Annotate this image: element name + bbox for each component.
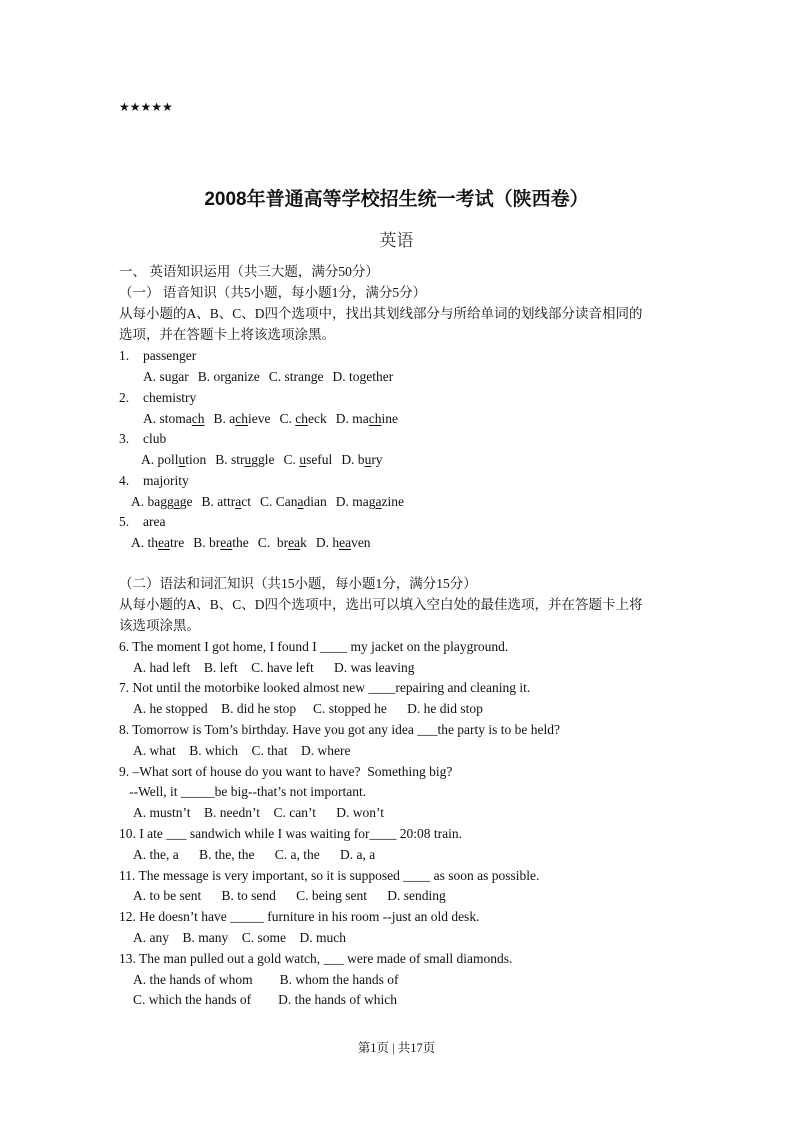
question-number: 5. — [119, 514, 130, 529]
option-text: C. — [283, 452, 300, 467]
options-row — [143, 410, 407, 428]
option-text: tre — [169, 535, 185, 550]
option — [336, 410, 398, 428]
options-row: A. the hands of whom B. whom the hands of — [133, 972, 399, 987]
option — [280, 410, 327, 428]
option-text: ggle — [251, 452, 275, 467]
option — [214, 410, 271, 428]
question-stem: 11. The message is very important, so it is supposed ____ as soon as possible. — [119, 868, 540, 883]
option — [131, 493, 193, 511]
option-text: A. stoma — [143, 411, 192, 426]
underlined-letters: u — [364, 452, 372, 467]
options-row — [141, 451, 392, 469]
options-row: A. what B. which C. that D. where — [133, 743, 351, 758]
section1-heading: （一） 语音知识（共5小题，每小题1分，满分5分） — [119, 285, 427, 300]
section1-instructions: 从每小题的A、B、C、D四个选项中，找出其划线部分与所给单词的划线部分读音相同的 — [119, 306, 643, 321]
option — [341, 451, 382, 469]
option — [284, 451, 333, 469]
underlined-letters: ea — [288, 535, 301, 550]
question-number: 4. — [119, 473, 130, 488]
option-text: zine — [381, 494, 405, 509]
option-text: B. a — [213, 411, 236, 426]
underlined-letters: ch — [235, 411, 248, 426]
question-stem: 13. The man pulled out a gold watch, ___ were made of small diamonds. — [119, 951, 513, 966]
option-text: C. — [279, 411, 296, 426]
underlined-letters: g — [224, 369, 232, 384]
option-text: e — [317, 369, 324, 384]
options-row: A. the, a B. the, the C. a, the D. a, a — [133, 847, 376, 862]
underlined-letters: ea — [220, 535, 233, 550]
question-stem: --Well, it _____be big--that’s not important. — [119, 784, 367, 799]
option-text: k — [300, 535, 307, 550]
question-number: 3. — [119, 431, 130, 446]
option-text: the — [232, 535, 249, 550]
subject-title: 英语 — [379, 231, 414, 250]
question-word: club — [143, 431, 167, 446]
option — [316, 534, 371, 552]
question-word: majority — [143, 473, 189, 488]
underlined-letters: u — [244, 452, 252, 467]
options-row: C. which the hands of D. the hands of which — [133, 992, 397, 1007]
question-stem: 8. Tomorrow is Tom’s birthday. Have you got any idea ___the party is to be held? — [119, 722, 561, 737]
underlined-letters: ch — [368, 411, 382, 426]
question-stem — [119, 513, 165, 531]
question-stem: 6. The moment I got home, I found I ____ my jacket on the playground. — [119, 639, 509, 654]
options-row: A. he stopped B. did he stop C. stopped he D. he did stop — [133, 701, 483, 716]
option-text: anize — [231, 369, 260, 384]
option-text: eck — [308, 411, 327, 426]
underlined-letters: u — [299, 452, 307, 467]
question-stem — [119, 389, 196, 407]
options-row: A. mustn’t B. needn’t C. can’t D. won’t — [133, 805, 384, 820]
option — [131, 534, 184, 552]
question-stem: 7. Not until the motorbike looked almost new ____repairing and cleaning it. — [119, 680, 531, 695]
underlined-letters: a — [375, 494, 382, 509]
option-text: D. to — [332, 369, 360, 384]
option — [336, 493, 404, 511]
option-text: D. h — [315, 535, 340, 550]
underlined-letters: g — [171, 369, 179, 384]
option-text: dian — [303, 494, 327, 509]
rating-stars: ★★★★★ — [119, 100, 173, 114]
page-footer: 第1页 | 共17页 — [357, 1041, 436, 1055]
option-text: ine — [381, 411, 398, 426]
option-text: B. br — [193, 535, 221, 550]
option — [269, 368, 324, 386]
underlined-letters: a — [235, 494, 242, 509]
option-text: tion — [185, 452, 207, 467]
option-text: B. attr — [201, 494, 236, 509]
page-title: 2008年普通高等学校招生统一考试（陕西卷） — [204, 189, 589, 210]
option-text: ge — [179, 494, 193, 509]
option-text: ether — [366, 369, 394, 384]
question-word: area — [143, 514, 166, 529]
option — [193, 534, 248, 552]
option — [141, 451, 206, 469]
option-text: ct — [241, 494, 251, 509]
option-text: ar — [178, 369, 189, 384]
option — [215, 451, 274, 469]
option — [333, 368, 394, 386]
option-text: C. Can — [260, 494, 298, 509]
option-text: seful — [306, 452, 333, 467]
option-text: A. th — [131, 535, 158, 550]
option — [143, 368, 189, 386]
options-row: A. any B. many C. some D. much — [133, 930, 346, 945]
section1-instructions: 选项，并在答题卡上将该选项涂黑。 — [119, 327, 335, 342]
question-number: 2. — [119, 390, 130, 405]
options-row: A. to be sent B. to send C. being sent D. sending — [133, 888, 446, 903]
underlined-letters: ch — [191, 411, 205, 426]
option-text: C. br — [257, 535, 289, 550]
option-text: D. mag — [335, 494, 376, 509]
option — [260, 493, 327, 511]
option-text: ven — [351, 535, 371, 550]
option — [258, 534, 307, 552]
option-text: B. str — [215, 452, 245, 467]
underlined-letters: ch — [295, 411, 309, 426]
options-row: A. had left B. left C. have left D. was leaving — [133, 660, 415, 675]
section2-instructions: 该选项涂黑。 — [119, 618, 200, 633]
question-stem: 12. He doesn’t have _____ furniture in his room --just an old desk. — [119, 909, 480, 924]
options-row — [131, 534, 380, 552]
section2-instructions: 从每小题的A、B、C、D四个选项中，选出可以填入空白处的最佳选项，并在答题卡上将 — [119, 597, 643, 612]
underlined-letters: ea — [339, 535, 352, 550]
option-text: D. ma — [335, 411, 369, 426]
question-word: chemistry — [143, 390, 197, 405]
question-number: 1. — [119, 348, 130, 363]
option-text: A. poll — [141, 452, 179, 467]
underlined-letters: g — [359, 369, 367, 384]
option — [198, 368, 260, 386]
options-row — [143, 368, 402, 386]
option-text: B. or — [197, 369, 225, 384]
question-stem — [119, 430, 166, 448]
underlined-letters: a — [297, 494, 304, 509]
underlined-letters: a — [173, 494, 180, 509]
option-text: ieve — [248, 411, 271, 426]
options-row — [131, 493, 413, 511]
option-text: A. su — [143, 369, 172, 384]
question-stem — [119, 472, 189, 490]
underlined-letters: g — [310, 369, 318, 384]
option — [143, 410, 205, 428]
option-text: D. b — [341, 452, 365, 467]
underlined-letters: u — [178, 452, 186, 467]
underlined-letters: ea — [158, 535, 170, 550]
question-stem: 9. –What sort of house do you want to have? Something big? — [119, 764, 453, 779]
option-text: ry — [371, 452, 383, 467]
option-text: A. bagg — [131, 494, 174, 509]
section2-heading: （二）语法和词汇知识（共15小题，每小题1分，满分15分） — [119, 576, 477, 591]
question-stem — [119, 347, 196, 365]
question-word: passenger — [143, 348, 197, 363]
question-stem: 10. I ate ___ sandwich while I was waiting for____ 20:08 train. — [119, 826, 463, 841]
option — [202, 493, 252, 511]
option-text: C. stran — [268, 369, 311, 384]
part-heading: 一、 英语知识运用（共三大题，满分50分） — [119, 264, 379, 279]
